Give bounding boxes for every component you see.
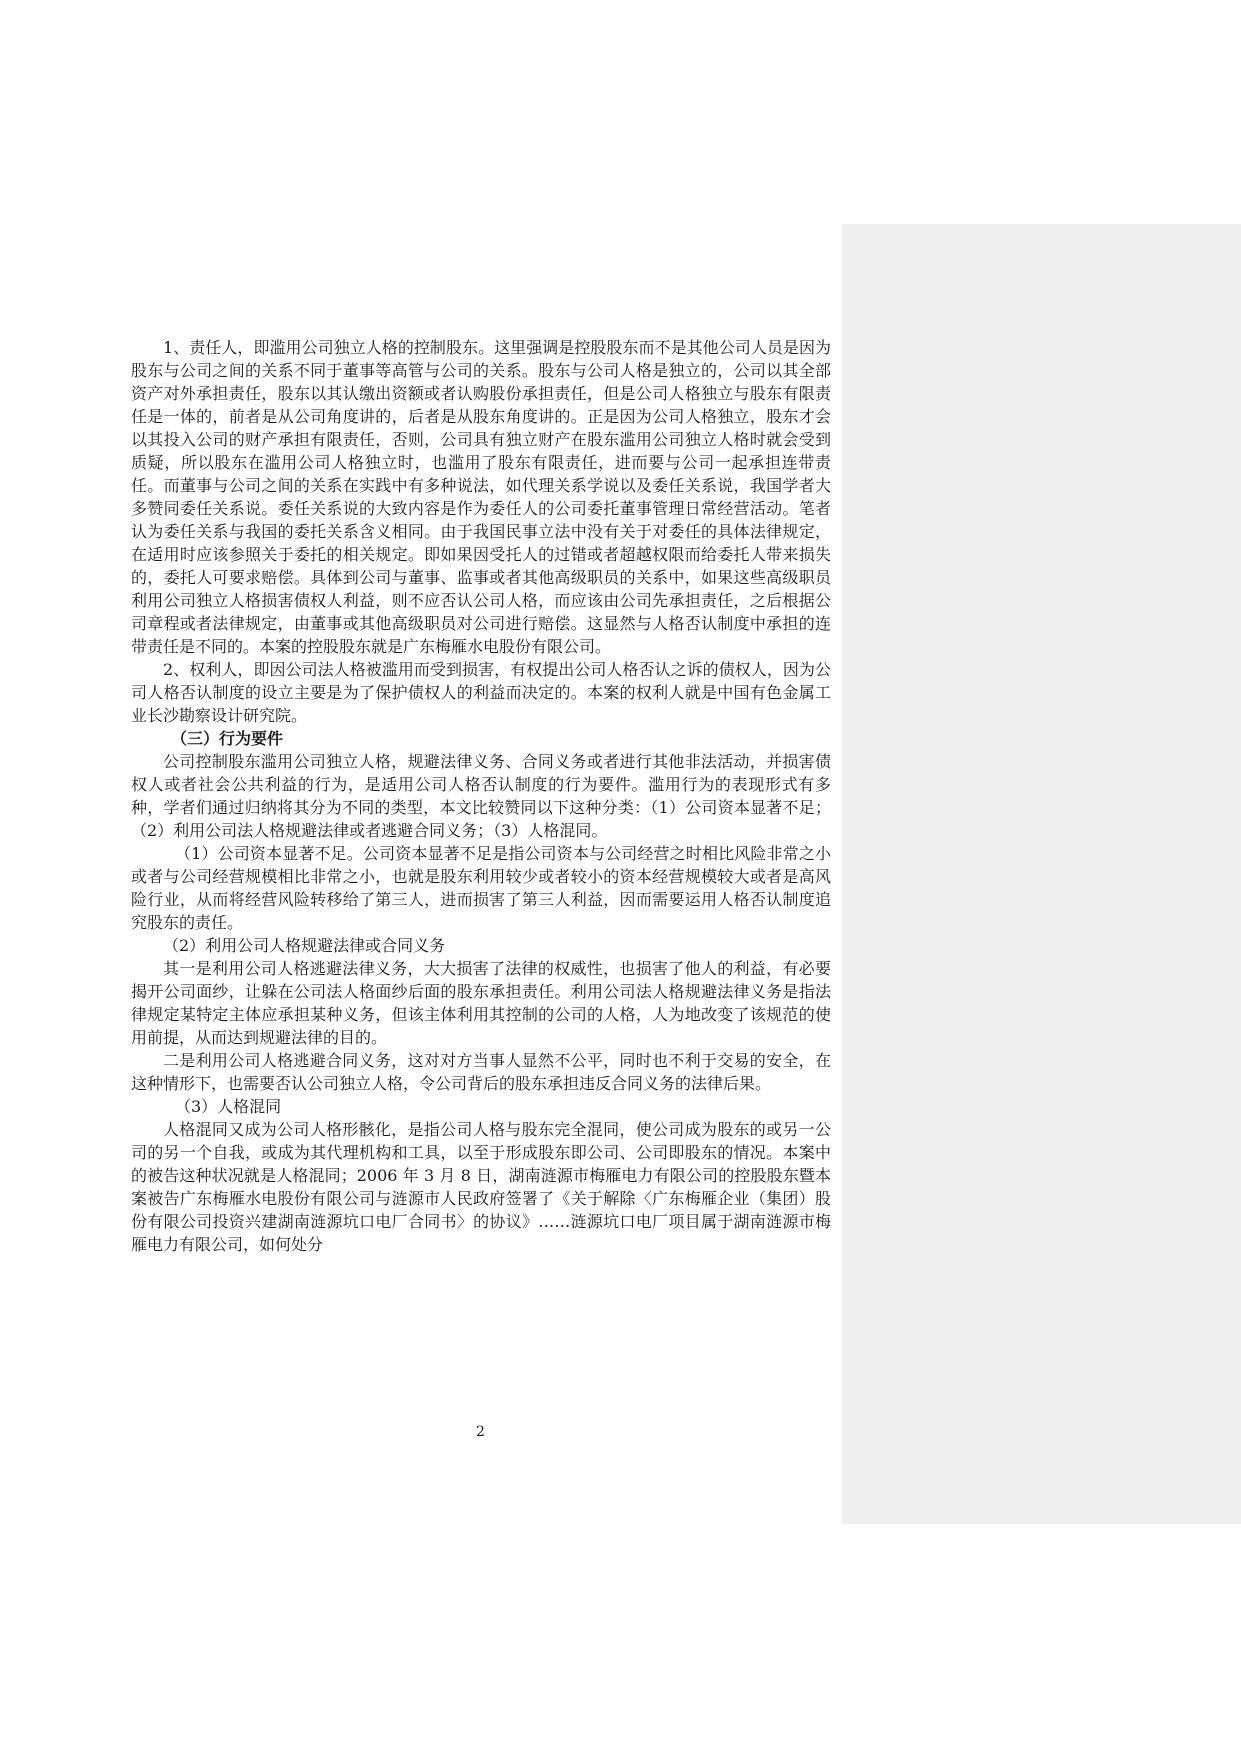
paragraph-rights-holder: 2、权利人，即因公司法人格被滥用而受到损害，有权提出公司人格否认之诉的债权人，因为公司人格否认制度的设立主要是为了保护债权人的利益而决定的。本案的权利人就是中国有色金属工业长沙勘察设计研究院。 xyxy=(131,660,831,725)
paragraph-commingling: 人格混同又成为公司人格形骸化，是指公司人格与股东完全混同，使公司成为股东的或另一公司的另一个自我，或成为其代理机构和工具，以至于形成股东即公司、公司即股东的情况。本案中的被告这种状况就是人格混同；2006 年 3 月 8 日，湖南涟源市梅雁电力有限公司的控股股东暨本案被告广东梅雁水电股份有限公司与涟源市人民政府签署了《关于解除〈广东梅雁企业（集团）股份有限公司投资兴建湖南涟源坑口电厂合同书〉的协议》……涟源坑口电厂项目属于湖南涟源市梅雁电力有限公司，如何处分 xyxy=(131,1120,831,1254)
paragraph-capital-insufficiency: （1）公司资本显著不足。公司资本显著不足是指公司资本与公司经营之时相比风险非常之小或者与公司经营规模相比非常之小，也就是股东利用较少或者较小的资本经营规模较大或者是高风险行业，从而将经营风险转移给了第三人，进而损害了第三人利益，因而需要运用人格否认制度追究股东的责任。 xyxy=(131,844,831,932)
page-number: 2 xyxy=(476,1424,485,1440)
document-body xyxy=(131,336,831,1256)
comment-margin-pane xyxy=(842,224,1241,1524)
paragraph-conduct-element: 公司控制股东滥用公司独立人格，规避法律义务、合同义务或者进行其他非法活动，并损害债权人或者社会公共利益的行为，是适用公司人格否认制度的行为要件。滥用行为的表现形式有多种，学者们通过归纳将其分为不同的类型，本文比较赞同以下这种分类：（1）公司资本显著不足；（2）利用公司法人格规避法律或者逃避合同义务；（3）人格混同。 xyxy=(131,752,831,840)
subheading-commingling: （3）人格混同 xyxy=(175,1097,282,1116)
section-heading-conduct-element: （三）行为要件 xyxy=(171,729,284,748)
paragraph-evasion-legal: 其一是利用公司人格逃避法律义务，大大损害了法律的权威性，也损害了他人的利益，有必要揭开公司面纱，让躲在公司法人格面纱后面的股东承担责任。利用公司法人格规避法律义务是指法律规定某特定主体应承担某种义务，但该主体利用其控制的公司的人格，人为地改变了该规范的使用前提，从而达到规避法律的目的。 xyxy=(131,959,831,1047)
subheading-evasion: （2）利用公司人格规避法律或合同义务 xyxy=(163,936,446,955)
paragraph-evasion-contract: 二是利用公司人格逃避合同义务，这对对方当事人显然不公平，同时也不利于交易的安全，在这种情形下，也需要否认公司独立人格，令公司背后的股东承担违反合同义务的法律后果。 xyxy=(131,1051,831,1093)
paragraph-responsible-party: 1、责任人，即滥用公司独立人格的控制股东。这里强调是控股股东而不是其他公司人员是因为股东与公司之间的关系不同于董事等高管与公司的关系。股东与公司人格是独立的，公司以其全部资产对外承担责任，股东以其认缴出资额或者认购股份承担责任，但是公司人格独立与股东有限责任是一体的，前者是从公司角度讲的，后者是从股东角度讲的。正是因为公司人格独立，股东才会以其投入公司的财产承担有限责任，否则，公司具有独立财产在股东滥用公司独立人格时就会受到质疑，所以股东在滥用公司人格独立时，也滥用了股东有限责任，进而要与公司一起承担连带责任。而董事与公司之间的关系在实践中有多种说法，如代理关系学说以及委任关系说，我国学者大多赞同委任关系说。委任关系说的大致内容是作为委任人的公司委托董事管理日常经营活动。笔者认为委任关系与我国的委托关系含义相同。由于我国民事立法中没有关于对委任的具体法律规定，在适用时应该参照关于委托的相关规定。即如果因受托人的过错或者超越权限而给委托人带来损失的，委托人可要求赔偿。具体到公司与董事、监事或者其他高级职员的关系中，如果这些高级职员利用公司独立人格损害债权人利益，则不应否认公司人格，而应该由公司先承担责任，之后根据公司章程或者法律规定，由董事或其他高级职员对公司进行赔偿。这显然与人格否认制度中承担的连带责任是不同的。本案的控股股东就是广东梅雁水电股份有限公司。 xyxy=(131,338,831,656)
